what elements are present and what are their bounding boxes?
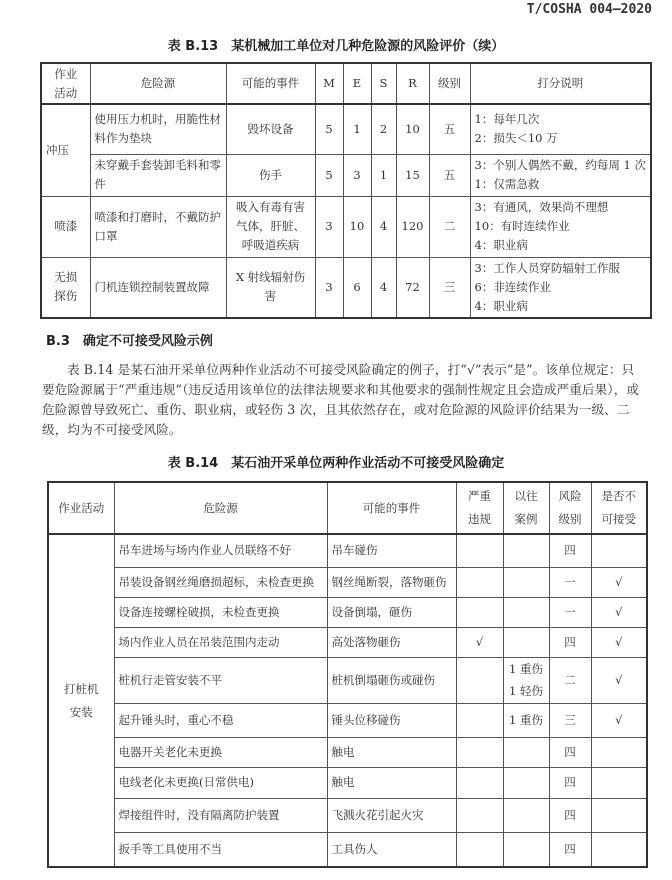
cases-cell	[503, 627, 549, 657]
activity-cell: 冲压	[41, 104, 90, 196]
hazard-cell: 桩机行走管安装不平	[114, 657, 327, 703]
unacceptable-cell: √	[591, 627, 647, 657]
note-line: 2：损失＜10 万	[474, 131, 558, 146]
cases-cell	[503, 767, 549, 798]
s-cell: 4	[371, 257, 396, 318]
cases-cell	[503, 737, 549, 767]
hazard-cell: 未穿戴手套装卸毛料和零件	[90, 154, 226, 196]
event-cell: 伤手	[226, 154, 315, 196]
column-header: S	[371, 63, 396, 104]
table-row	[48, 703, 647, 737]
note-line: 4：职业病	[474, 238, 528, 252]
hazard-cell: 门机连锁控制装置故障	[90, 257, 226, 318]
m-cell: 5	[315, 154, 343, 196]
unacceptable-cell: √	[591, 567, 647, 597]
level-cell: 三	[429, 257, 470, 318]
event-cell: 工具伤人	[327, 832, 456, 867]
e-cell: 1	[343, 104, 371, 154]
table-row	[48, 534, 647, 567]
note-line: 3：有通风，效果尚不理想	[474, 200, 609, 214]
cases-cell: 1 重伤	[503, 703, 549, 737]
m-cell: 3	[315, 196, 343, 257]
r-cell: 120	[396, 196, 429, 257]
level-cell: 二	[549, 657, 591, 703]
m-cell: 5	[315, 104, 343, 154]
event-cell: 触电	[327, 767, 456, 798]
cases-cell	[503, 832, 549, 867]
event-cell: 吊车碰伤	[327, 534, 456, 567]
cases-cell	[503, 798, 549, 832]
hazard-cell: 吊装设备钢丝绳磨损超标，未检查更换	[114, 567, 327, 597]
cases-cell	[503, 534, 549, 567]
s-cell: 1	[371, 154, 396, 196]
e-cell: 6	[343, 257, 371, 318]
table-row	[48, 567, 647, 597]
event-cell: 触电	[327, 737, 456, 767]
column-header: 危险源	[90, 63, 226, 104]
column-header: 风险级别	[549, 482, 591, 534]
table-row	[48, 627, 647, 657]
unacceptable-cell	[591, 798, 647, 832]
level-cell: 三	[549, 703, 591, 737]
table-b13-title: 表 B.13 某机械加工单位对几种危险源的风险评价（续）	[167, 39, 505, 54]
violation-cell	[456, 567, 503, 597]
event-cell: 桩机倒塌砸伤或碰伤	[327, 657, 456, 703]
hazard-cell: 场内作业人员在吊装范围内走动	[114, 627, 327, 657]
level-cell: 二	[429, 196, 470, 257]
event-cell: 锤头位移碰伤	[327, 703, 456, 737]
unacceptable-cell	[591, 737, 647, 767]
table-row	[48, 767, 647, 798]
note-line: 4：职业病	[474, 298, 528, 313]
event-cell: X 射线辐射伤害	[226, 257, 315, 318]
event-cell: 飞溅火花引起火灾	[327, 798, 456, 832]
violation-cell	[456, 832, 503, 867]
hazard-cell: 电线老化未更换(日常供电)	[114, 767, 327, 798]
unacceptable-cell	[591, 767, 647, 798]
section-paragraph: 表 B.14 是某石油开采单位两种作业活动不可接受风险确定的例子，打“√”表示“是”。该单位规定：只要危险源属于“严重违规”（违反适用该单位的法律法规要求和其他要求的强制性规定且会造成严重后果），或危险源曾导致死亡、重伤、职业病，或轻伤 3 次，且其依然存在，或对危险源的风险评价结果为一级、二级，均为不可接受风险。	[42, 362, 640, 437]
hazard-cell: 使用压力机时，用脆性材料作为垫块	[90, 104, 226, 154]
column-header: 作业活动	[41, 63, 90, 104]
note-line: 3：个别人偶然不戴，约每周 1 次	[474, 158, 646, 172]
table-row	[48, 832, 647, 867]
violation-cell	[456, 703, 503, 737]
table-row	[48, 657, 647, 703]
level-cell: 四	[549, 832, 591, 867]
notes-cell	[470, 196, 651, 257]
violation-cell	[456, 534, 503, 567]
unacceptable-cell: √	[591, 703, 647, 737]
cases-cell	[503, 567, 549, 597]
note-line: 6：非连续作业	[474, 279, 551, 294]
level-cell: 一	[549, 597, 591, 627]
table-b14	[47, 481, 648, 868]
level-cell: 四	[549, 767, 591, 798]
violation-cell	[456, 657, 503, 703]
column-header: R	[396, 63, 429, 104]
table-row	[48, 597, 647, 627]
unacceptable-cell: √	[591, 597, 647, 627]
table-row	[41, 196, 651, 257]
e-cell: 10	[343, 196, 371, 257]
violation-cell	[456, 737, 503, 767]
notes-cell	[470, 104, 651, 154]
hazard-cell: 焊接组件时，没有隔离防护装置	[114, 798, 327, 832]
table-row	[41, 154, 651, 196]
level-cell: 四	[549, 627, 591, 657]
cases-cell: 1 重伤 1 轻伤	[503, 657, 549, 703]
column-header: 危险源	[114, 482, 327, 534]
unacceptable-cell	[591, 832, 647, 867]
level-cell: 四	[549, 737, 591, 767]
note-line: 10：有时连续作业	[474, 219, 570, 233]
table-row	[48, 798, 647, 832]
note-line: 3：工作人员穿防辐射工作服	[474, 260, 620, 275]
event-cell: 高处落物砸伤	[327, 627, 456, 657]
column-header: 打分说明	[470, 63, 651, 104]
table-b13	[40, 62, 652, 319]
activity-cell: 喷漆	[41, 196, 90, 257]
table-row	[41, 104, 651, 154]
column-header: 以往案例	[503, 482, 549, 534]
column-header: 是否不可接受	[591, 482, 647, 534]
violation-cell	[456, 798, 503, 832]
event-cell: 吸入有毒有害气体，肝脏、呼吸道疾病	[226, 196, 315, 257]
column-header: 可能的事件	[226, 63, 315, 104]
level-cell: 一	[549, 567, 591, 597]
unacceptable-cell: √	[591, 657, 647, 703]
r-cell: 72	[396, 257, 429, 318]
event-cell: 设备倒塌，砸伤	[327, 597, 456, 627]
hazard-cell: 喷漆和打磨时，不戴防护口罩	[90, 196, 226, 257]
violation-cell	[456, 597, 503, 627]
standard-code: T/COSHA 004—2020	[526, 2, 652, 17]
table-b14-title: 表 B.14 某石油开采单位两种作业活动不可接受风险确定	[167, 456, 505, 471]
column-header: M	[315, 63, 343, 104]
unacceptable-cell	[591, 534, 647, 567]
r-cell: 15	[396, 154, 429, 196]
event-cell: 毁坏设备	[226, 104, 315, 154]
note-line: 1：每年几次	[474, 112, 540, 127]
hazard-cell: 设备连接螺栓破损，未检查更换	[114, 597, 327, 627]
level-cell: 四	[549, 534, 591, 567]
m-cell: 3	[315, 257, 343, 318]
hazard-cell: 吊车进场与场内作业人员联络不好	[114, 534, 327, 567]
notes-cell	[470, 154, 651, 196]
note-line: 1：仅需急救	[474, 177, 540, 191]
level-cell: 四	[549, 798, 591, 832]
hazard-cell: 电器开关老化未更换	[114, 737, 327, 767]
cases-cell	[503, 597, 549, 627]
event-cell: 钢丝绳断裂，落物砸伤	[327, 567, 456, 597]
section-heading: B.3 确定不可接受风险示例	[46, 334, 213, 349]
column-header: 作业活动	[48, 482, 114, 534]
level-cell: 五	[429, 104, 470, 154]
column-header: E	[343, 63, 371, 104]
hazard-cell: 起升锤头时，重心不稳	[114, 703, 327, 737]
activity-cell: 无损探伤	[41, 257, 90, 318]
violation-cell	[456, 767, 503, 798]
level-cell: 五	[429, 154, 470, 196]
table-row	[41, 257, 651, 318]
s-cell: 4	[371, 196, 396, 257]
s-cell: 2	[371, 104, 396, 154]
column-header: 级别	[429, 63, 470, 104]
violation-cell: √	[456, 627, 503, 657]
table-row	[48, 737, 647, 767]
activity-cell: 打桩机安装	[48, 534, 114, 867]
column-header: 可能的事件	[327, 482, 456, 534]
r-cell: 10	[396, 104, 429, 154]
e-cell: 3	[343, 154, 371, 196]
column-header: 严重违规	[456, 482, 503, 534]
hazard-cell: 扳手等工具使用不当	[114, 832, 327, 867]
notes-cell	[470, 257, 651, 318]
